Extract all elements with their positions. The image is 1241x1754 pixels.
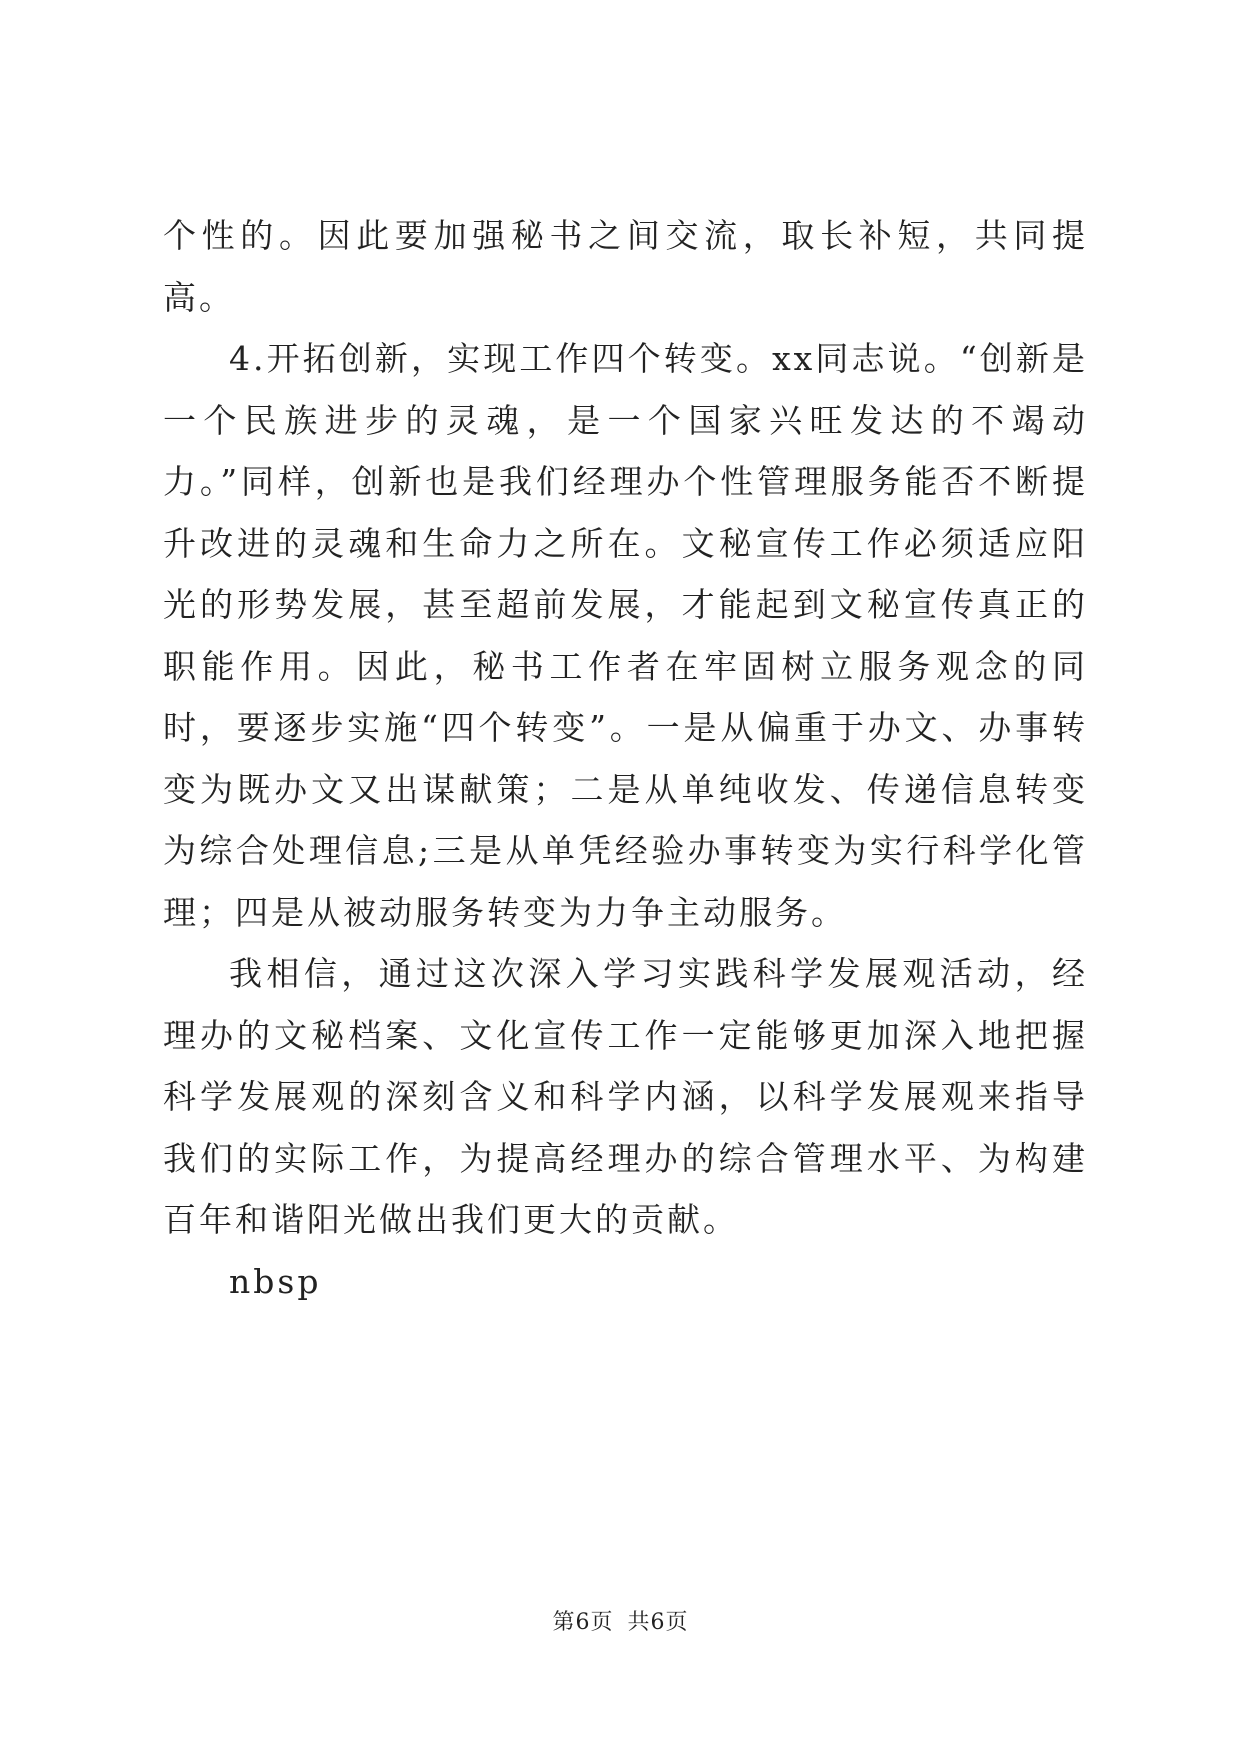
- paragraph-conclusion: 我相信，通过这次深入学习实践科学发展观活动，经理办的文秘档案、文化宣传工作一定能够更加深入地把握科学发展观的深刻含义和科学内涵，以科学发展观来指导我们的实际工作，为提高经理办的综合管理水平、为构建百年和谐阳光做出我们更大的贡献。: [163, 954, 1088, 1239]
- document-body: [163, 205, 1088, 1312]
- page-footer: [0, 1605, 1241, 1636]
- paragraph-innovation: 4.开拓创新，实现工作四个转变。xx同志说。“创新是一个民族进步的灵魂，是一个国家兴旺发达的不竭动力。”同样，创新也是我们经理办个性管理服务能否不断提升改进的灵魂和生命力之所在。文秘宣传工作必须适应阳光的形势发展，甚至超前发展，才能起到文秘宣传真正的职能作用。因此，秘书工作者在牢固树立服务观念的同时，要逐步实施“四个转变”。一是从偏重于办文、办事转变为既办文又出谋献策；二是从单纯收发、传递信息转变为综合处理信息;三是从单凭经验办事转变为实行科学化管理；四是从被动服务转变为力争主动服务。: [163, 339, 1088, 932]
- paragraph-continuation: 个性的。因此要加强秘书之间交流，取长补短，共同提高。: [163, 216, 1088, 317]
- page-total: 共6页: [627, 1610, 689, 1635]
- page-number: 第6页: [552, 1610, 614, 1635]
- paragraph-nbsp: nbsp: [229, 1261, 322, 1301]
